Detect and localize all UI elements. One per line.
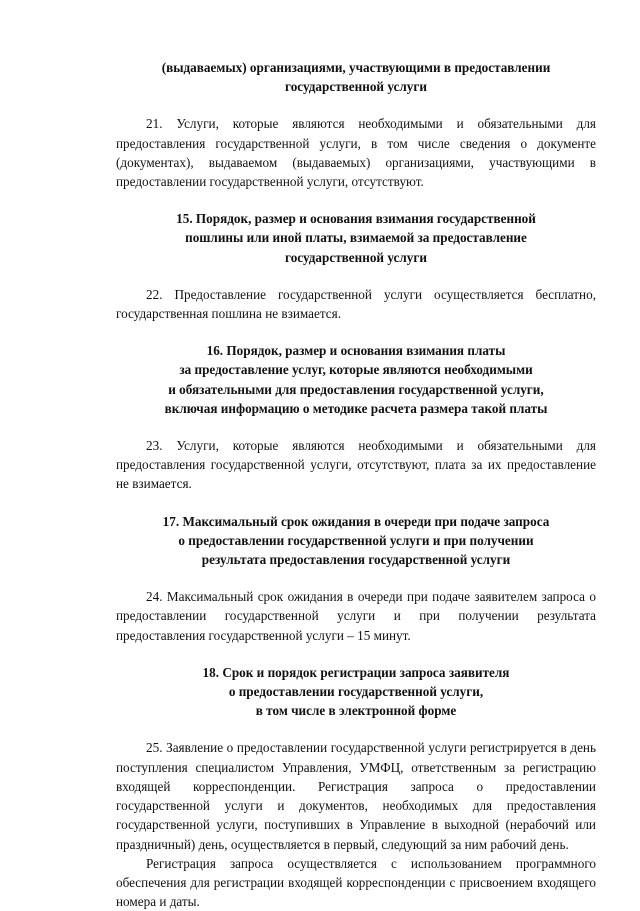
heading-line: и обязательными для предоставления государственной услуги, [168,381,544,397]
paragraph-25-continued: Регистрация запроса осуществляется с использованием программного обеспечения для регистрации входящей корреспонденции с присвоением входящего номера и даты. [116,855,596,910]
heading-line: о предоставлении государственной услуги и при получении [178,532,534,548]
heading-line: результата предоставления государственной услуги [201,552,511,568]
heading-line: о предоставлении государственной услуги, [228,684,484,700]
heading-line: (выдаваемых) организациями, участвующими в предоставлении [161,60,551,75]
section-heading-continued [116,58,596,96]
heading-line: 15. Порядок, размер и основания взимания государственной [176,211,536,227]
paragraph-24: 24. Максимальный срок ожидания в очереди при подаче заявителем запроса о предоставлении государственной услуги и при получении результата предоставления государственной услуги – 15 минут. [116,589,596,643]
paragraph-21: 21. Услуги, которые являются необходимыми и обязательными для предоставления государственной услуги, в том числе сведения о документе (документах), выдаваемом (выдаваемых) организациями, участвующими в предоставлении государственной услуги, отсутствуют. [116,116,596,190]
paragraph-23: 23. Услуги, которые являются необходимыми и обязательными для предоставления государственной услуги, отсутствуют, плата за их предоставление не взимается. [116,438,596,492]
heading-line: 17. Максимальный срок ожидания в очереди при подаче запроса [162,513,550,529]
heading-line: государственной услуги [285,249,427,265]
heading-line: 18. Срок и порядок регистрации запроса заявителя [202,664,510,680]
section-heading-17 [116,512,596,570]
heading-line: включая информацию о методике расчета размера такой платы [164,400,548,416]
section-heading-15 [116,209,596,267]
heading-line: в том числе в электронной форме [255,703,457,719]
section-heading-18 [116,663,596,721]
heading-line: за предоставление услуг, которые являются необходимыми [179,362,533,378]
paragraph-25: 25. Заявление о предоставлении государственной услуги регистрируется в день поступления специалистом Управления, УМФЦ, ответственным за регистрацию входящей корреспонденции. Регистрация запроса о предоставлении государственной услуги и документов, необходимых для предоставления государственной услуги, поступивших в Управление в выходной (нерабочий или праздничный) день, осуществляется в первый, следующий за ним рабочий день. [116,740,596,852]
heading-line: пошлины или иной платы, взимаемой за предоставление [185,230,527,246]
section-heading-16 [116,341,596,418]
document-page [116,58,596,911]
heading-line: государственной услуги [285,79,427,95]
heading-line: 16. Порядок, размер и основания взимания платы [206,343,506,359]
paragraph-22: 22. Предоставление государственной услуги осуществляется бесплатно, государственная пошлина не взимается. [116,286,596,322]
